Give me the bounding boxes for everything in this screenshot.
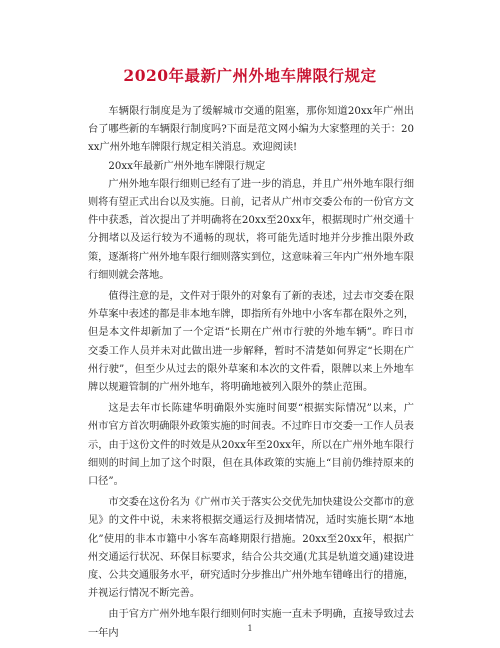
- intro-paragraph: 车辆限行制度是为了缓解城市交通的阻塞，那你知道20xx年广州出台了哪些新的车辆限行制度吗?下面是范文网小编为大家整理的关于：20xx广州外地车牌限行规定相关消息。欢迎阅读!: [88, 106, 414, 154]
- document-title: 2020年最新广州外地车牌限行规定: [123, 66, 377, 85]
- section-heading: 20xx年最新广州外地车牌限行规定: [108, 160, 266, 172]
- body-paragraph: 由于官方广州外地车限行细则何时实施一直未予明确，直接导致过去一年内: [88, 609, 415, 639]
- body-paragraph: 这是去年市长陈建华明确限外实施时间要“根据实际情况”以来，广州市官方首次明确限外政策实施的时间表。不过昨日市交委一工作人员表示，由于这份文件的时效是从20xx年至20xx年，所以在广州外地车限行细则的时间上加了这个时限，但在具体政策的实施上“目前仍维持原来的口径”。: [88, 403, 414, 488]
- body-paragraph: 值得注意的是，文件对于限外的对象有了新的表述，过去市交委在限外草案中表述的都是非本地车牌，即指所有外地中小客车都在限外之列，但是本文件却新加了一个定语“长期在广州市行驶的外地车辆”。昨日市交委工作人员并未对此做出进一步解释，暂时不清楚如何界定“长期在广州行驶”，但至少从过去的限外草案和本次的文件看，限牌以来上外地车牌以规避管制的广州外地车，将明确地被列入限外的禁止范围。: [88, 291, 415, 394]
- body-paragraph: 市交委在这份名为《广州市关于落实公交优先加快建设公交都市的意见》的文件中说，未来将根据交通运行及拥堵情况，适时实施长期“本地化”使用的非本市籍中小客车高峰期限行措施。20xx至20xx年，根据广州交通运行状况、环保目标要求，结合公共交通(尤其是轨道交通)建设进度、公共交通服务水平，研究适时分步推出广州外地车错峰出行的措施，并视运行情况不断完善。: [88, 497, 415, 600]
- body-paragraph: 广州外地车限行细则已经有了进一步的消息，并且广州外地车限行细则将有望正式出台以及实施。日前，记者从广州市交委公布的一份官方文件中获悉，首次提出了并明确将在20xx至20xx年，根据现时广州交通十分拥堵以及运行较为不通畅的现状，将可能先适时地并分步推出限外政策，逐渐将广州外地车限行细则落实到位，这意味着三年内广州外地车限行细则就会落地。: [88, 178, 415, 281]
- document-body: [88, 103, 414, 643]
- page-number: 1: [247, 624, 253, 633]
